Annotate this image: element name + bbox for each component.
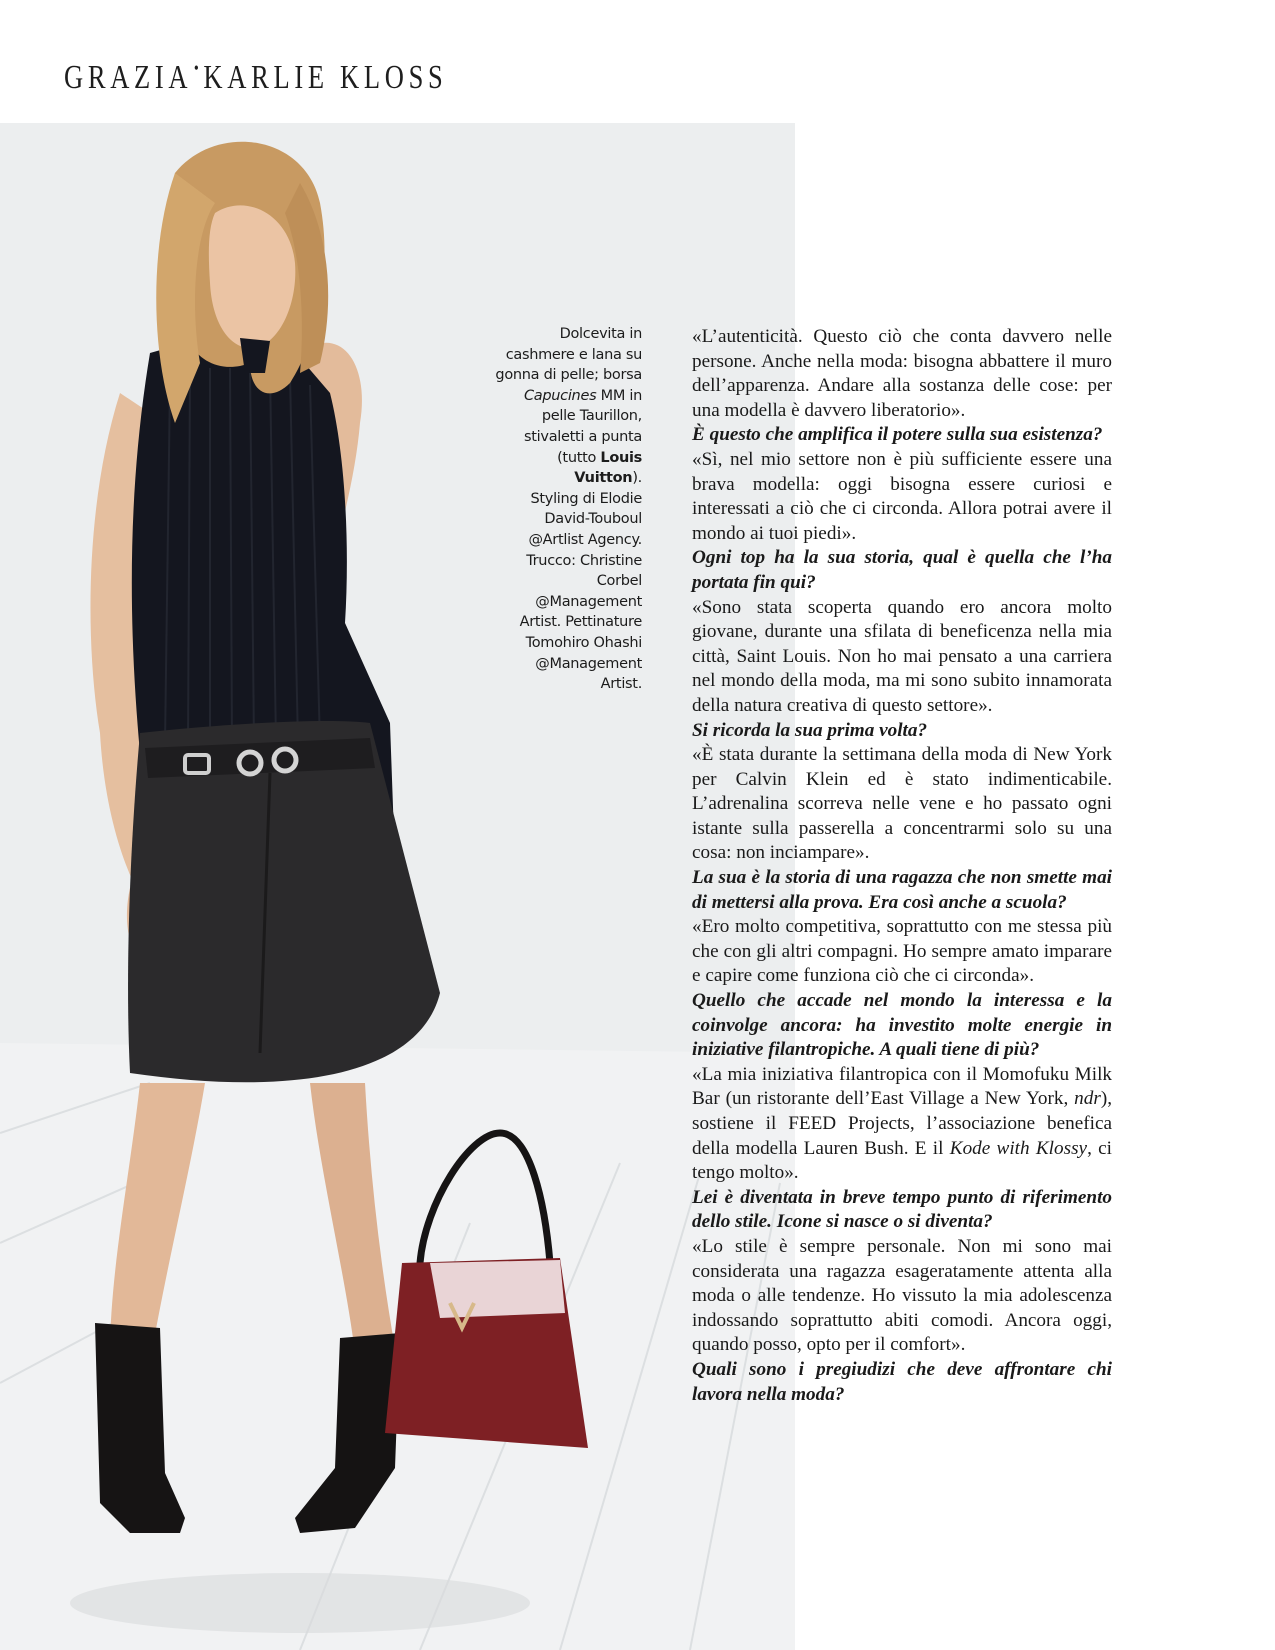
fashion-photo [0,123,795,1650]
brand-credit: Louis [600,449,642,466]
caption-line [460,386,642,407]
photo-caption [460,324,642,695]
answer-paragraph: «Sono stata scoperta quando ero ancora molto giovane, durante una sfilata di beneficenza nella mia città, Saint Louis. Non ho mai pensato a una carriera nel mondo della moda, ma mi sono subito innamorata della natura creativa di questo settore». [692,596,1112,716]
answer-text: , ci tengo molto». [692,1137,1112,1184]
interview-text [692,325,1112,1407]
question-paragraph: Quali sono i pregiudizi che deve affrontare chi lavora nella moda? [692,1358,1112,1405]
brand-credit: Vuitton [574,470,633,487]
magazine-header [64,58,447,97]
caption-text: MM in [596,387,642,404]
header-dot: • [193,58,199,78]
caption-line: Trucco: Christine [526,552,642,569]
question-paragraph: Ogni top ha la sua storia, qual è quella che l’ha portata fin qui? [692,547,1112,593]
caption-line [460,468,642,489]
bag-model-name: Capucines [523,387,597,404]
question-paragraph: Si ricorda la sua prima volta? [692,719,928,741]
caption-line: stivaletti a punta [524,428,642,445]
answer-paragraph: «Lo stile è sempre personale. Non mi sono mai considerata una ragazza esageratamente attenta alla moda o alle tendenze. Ho vissuto la mia adolescenza indossando soprattutto abiti comodi. Ancora oggi, quando posso, opto per il comfort». [692,1235,1112,1356]
question-paragraph: È questo che amplifica il potere sulla sua esistenza? [692,424,1103,446]
caption-line: Artist. [600,676,642,693]
answer-text: ), sostiene il FEED Projects, l’associazione benefica della modella Lauren Bush. E il [692,1088,1112,1159]
caption-text: ). [632,470,642,487]
caption-line: @Management [535,655,642,672]
question-paragraph: Quello che accade nel mondo la interessa e la coinvolge ancora: ha investito molte energie in iniziative filantropiche. A quali tiene di più? [692,990,1112,1061]
answer-paragraph: «Sì, nel mio settore non è più sufficiente essere una brava modella: oggi bisogna essere curiosi e interessati a ciò che ci circonda. Allora potrai avere il mondo ai tuoi piedi». [692,448,1112,544]
caption-line: @Management [535,593,642,610]
caption-text: (tutto [557,449,601,466]
caption-line: @Artlist Agency. [528,531,642,548]
brand-name: GRAZIA [64,59,193,96]
caption-line: gonna di pelle; borsa [495,367,642,384]
answer-text: «La mia iniziativa filantropica con il Momofuku Milk Bar (un ristorante dell’East Village a New York, [692,1063,1112,1110]
project-name: Kode with Klossy [949,1137,1088,1159]
caption-line: cashmere e lana su [505,346,642,363]
editor-note: ndr [1074,1088,1101,1110]
answer-paragraph [692,1063,1112,1186]
caption-line: Artist. Pettinature [519,614,642,631]
caption-line: Styling di Elodie [530,490,642,507]
caption-line: David-Touboul [544,511,642,528]
caption-line: Corbel [596,573,642,590]
answer-paragraph: «È stata durante la settimana della moda di New York per Calvin Klein ed è stato indimenticabile. L’adrenalina scorreva nelle vene e ho passato ogni istante sulla passerella a concentrarmi solo su una cosa: non inciampare». [692,744,1112,864]
question-paragraph: Lei è diventata in breve tempo punto di riferimento dello stile. Icone si nasce o si diventa? [692,1186,1112,1233]
caption-line: Dolcevita in [559,326,642,342]
model-illustration [0,123,795,1650]
caption-line: Tomohiro Ohashi [525,634,642,651]
caption-line [460,448,642,469]
question-paragraph: La sua è la storia di una ragazza che non smette mai di mettersi alla prova. Era così anche a scuola? [692,867,1112,913]
answer-paragraph: «L’autenticità. Questo ciò che conta davvero nelle persone. Anche nella moda: bisogna abbattere il muro dell’apparenza. Andare alla sostanza delle cose: per una modella è davvero liberatorio». [692,326,1112,421]
answer-paragraph: «Ero molto competitiva, soprattutto con me stessa più che con gli altri compagni. Ho sempre amato imparare e capire come funziona ciò che ci circonda». [692,916,1112,987]
article-subject: KARLIE KLOSS [203,59,448,96]
caption-line: pelle Taurillon, [541,408,642,425]
